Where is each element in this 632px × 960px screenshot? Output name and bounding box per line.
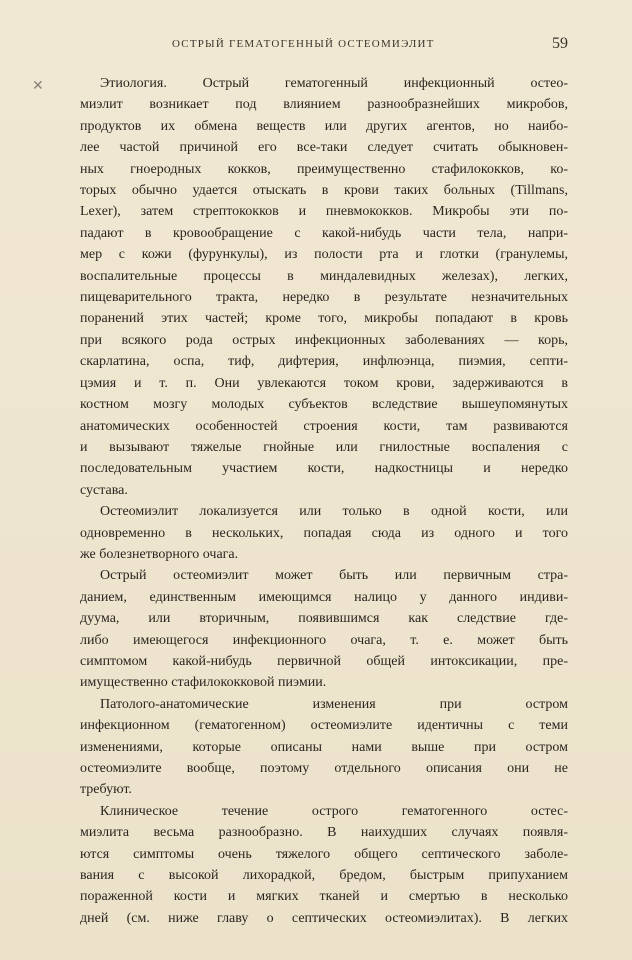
text-line: и вызывают тяжелые гнойные или гнилостные воспаления с [80, 439, 568, 455]
text-line: симптомом какой-нибудь первичной общей интоксикации, пре- [80, 653, 568, 669]
text-line: падают в кровообращение с какой-нибудь части тела, напри- [80, 225, 568, 241]
text-line: пищеварительного тракта, нередко в результате незначительных [80, 290, 568, 306]
text-line: одновременно в нескольких, попадая сюда из одного и того [80, 525, 568, 541]
text-line: изменениями, которые описаны нами выше при остром [80, 739, 568, 755]
text-line: дней (см. ниже главу о септических остеомиэлитах). В легких [80, 910, 568, 926]
page-number: 59 [552, 35, 568, 52]
text-line: продуктов их обмена веществ или других агентов, но наибо- [80, 118, 568, 134]
text-line: Острый остеомиэлит может быть или первичным стра- [100, 568, 568, 584]
text-line: мер с кожи (фурункулы), из полости рта и глотки (гранулемы, [80, 247, 568, 263]
text-line: при всякого рода острых инфекционных заболеваниях — корь, [80, 332, 568, 348]
pencil-mark-icon: ✕ [32, 79, 44, 94]
text-line: ных гноеродных кокков, преимущественно стафилококков, ко- [80, 161, 568, 177]
text-line: поранений этих частей; кроме того, микробы попадают в кровь [80, 311, 568, 327]
page-body-text [80, 73, 568, 929]
text-line: Остеомиэлит локализуется или только в одной кости, или [100, 504, 568, 520]
text-line: миэлит возникает под влиянием разнообразнейших микробов, [80, 97, 568, 113]
text-line: лее частой причиной его все-таки следует считать обыкновен- [80, 140, 568, 156]
text-line: миэлита весьма разнообразно. В наихудших случаях появля- [80, 825, 568, 841]
text-line: же болезнетворного очага. [80, 546, 239, 562]
text-line: дуума, или вторичным, появившимся как следствие где- [80, 611, 568, 627]
running-head: ОСТРЫЙ ГЕМАТОГЕННЫЙ ОСТЕОМИЭЛИТ [172, 38, 435, 50]
text-line: сустава. [80, 482, 128, 498]
text-line: Патолого-анатомические изменения при остром [100, 696, 568, 712]
text-line: данием, единственным имеющимся налицо у данного индиви- [80, 589, 568, 605]
text-line: костном мозгу молодых субъектов вследствие вышеупомянутых [80, 397, 568, 413]
text-line: цэмия и т. п. Они увлекаются током крови, задерживаются в [80, 375, 568, 391]
text-line: торых обычно удается отыскать в крови таких больных (Tillmans, [80, 183, 568, 199]
text-line: инфекционном (гематогенном) остеомиэлите идентичны с теми [80, 718, 568, 734]
text-line: воспалительные процессы в миндалевидных железах), легких, [80, 268, 568, 284]
text-line: либо имеющегося инфекционного очага, т. е. может быть [80, 632, 568, 648]
text-line: вания с высокой лихорадкой, бредом, быстрым припуханием [80, 868, 568, 884]
text-line: Lexer), затем стрептококков и пневмококков. Микробы эти по- [80, 204, 568, 220]
text-line: Клиническое течение острого гематогенного остес- [100, 803, 568, 819]
text-line: требуют. [80, 782, 132, 798]
text-line: Этиология. Острый гематогенный инфекционный остео- [100, 76, 568, 91]
text-line: остеомиэлите вообще, поэтому отдельного описания они не [80, 761, 568, 776]
text-line: анатомических особенностей строения кости, там развиваются [80, 418, 568, 434]
text-line: имущественно стафилококковой пиэмии. [80, 675, 327, 691]
page-header [80, 35, 568, 58]
text-line: скарлатина, оспа, тиф, дифтерия, инфлюэнца, пиэмия, септи- [80, 354, 568, 370]
text-line: пораженной кости и мягких тканей и смертью в несколько [80, 889, 568, 905]
text-line: последовательным участием кости, надкостницы и нередко [80, 461, 568, 477]
text-line: ются симптомы очень тяжелого общего септического заболе- [80, 846, 568, 862]
